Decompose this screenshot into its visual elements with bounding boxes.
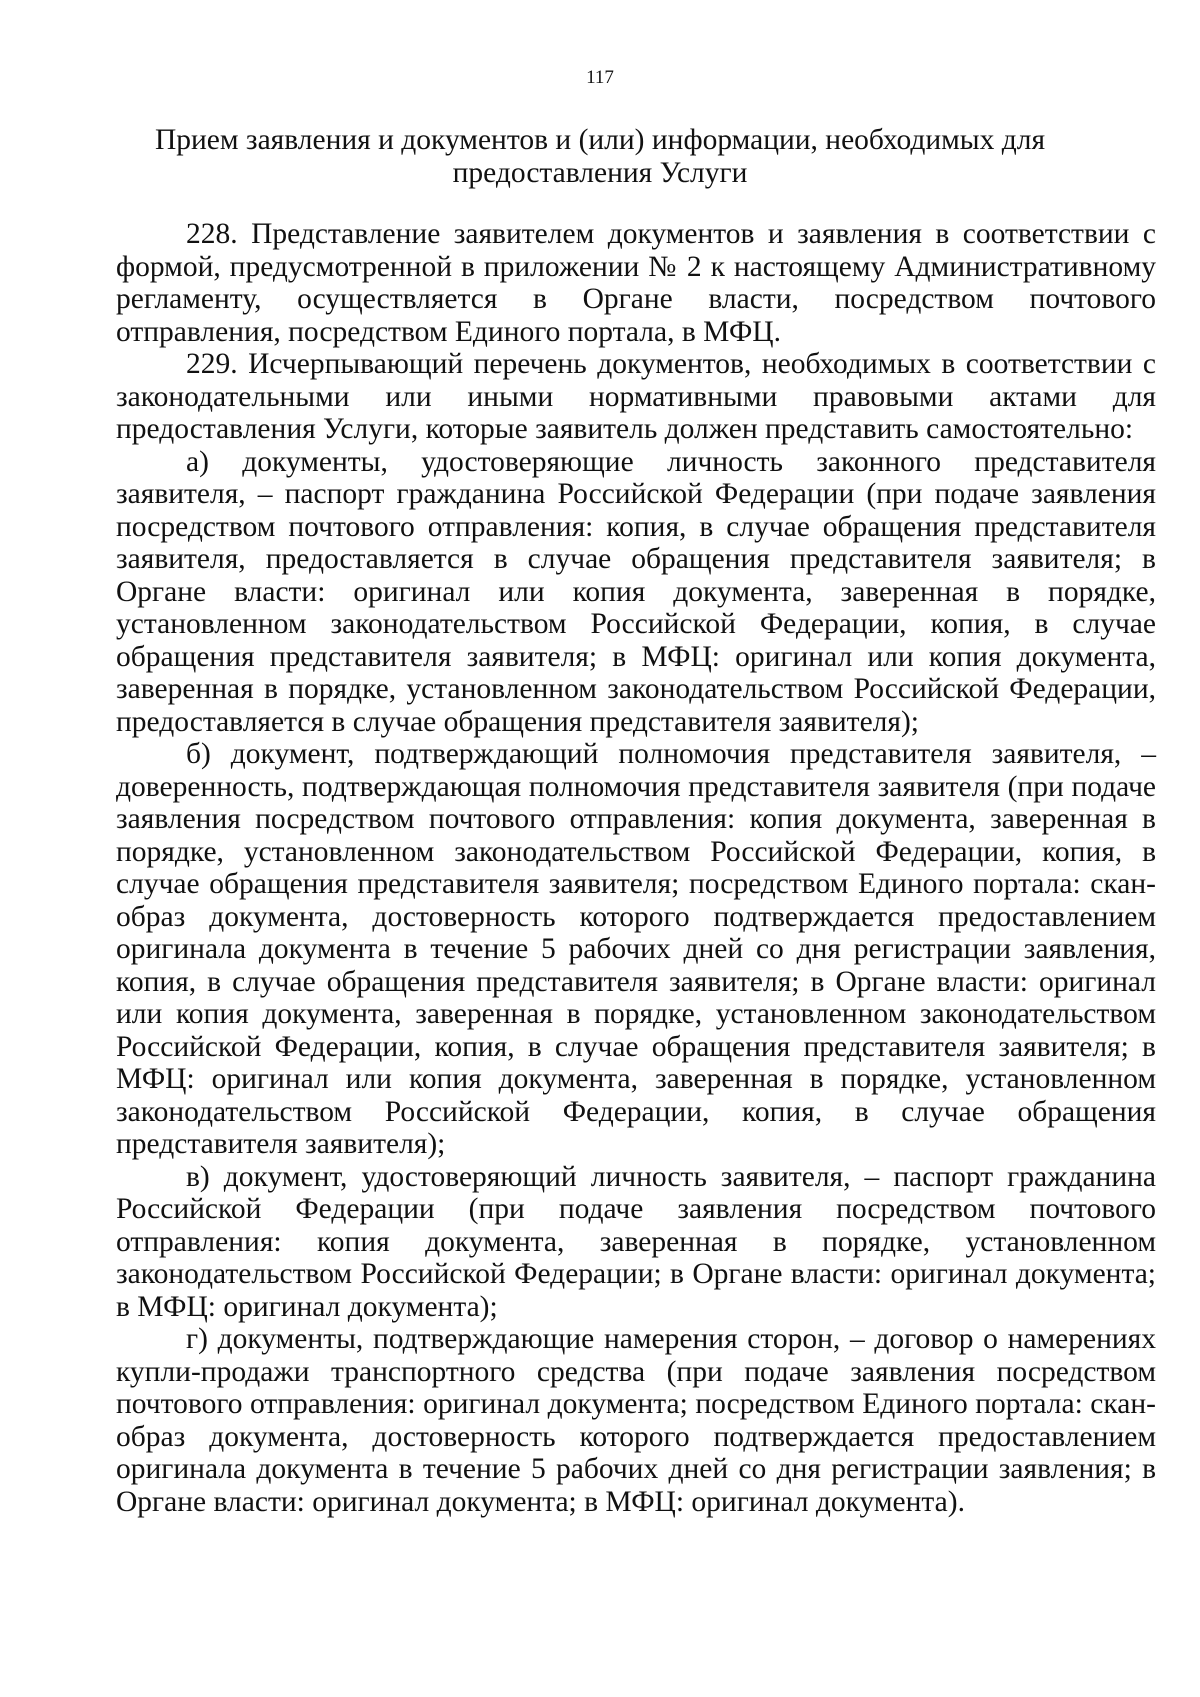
page-number: 117: [586, 67, 614, 88]
list-item-v: в) документ, удостоверяющий личность заявителя, – паспорт гражданина Российской Федерации (при подаче заявления посредством почтового отправления: копия документа, заверенная в порядке, установленном законодательством Российской Федерации; в Органе власти: оригинал документа; в МФЦ: оригинал документа);: [116, 1160, 1156, 1323]
list-item-b: б) документ, подтверждающий полномочия представителя заявителя, – доверенность, подтверждающая полномочия представителя заявителя (при подаче заявления посредством почтового отправления: копия документа, заверенная в порядке, установленном законодательством Российской Федерации, копия, в случае обращения представителя заявителя; посредством Единого портала: скан-образ документа, достоверность которого подтверждается предоставлением оригинала документа в течение 5 рабочих дней со дня регистрации заявления, копия, в случае обращения представителя заявителя; в Органе власти: оригинал или копия документа, заверенная в порядке, установленном законодательством Российской Федерации, копия, в случае обращения представителя заявителя; в МФЦ: оригинал или копия документа, заверенная в порядке, установленном законодательством Российской Федерации, копия, в случае обращения представителя заявителя);: [116, 738, 1156, 1160]
paragraph-228: 228. Представление заявителем документов и заявления в соответствии с формой, предусмотренной в приложении № 2 к настоящему Административному регламенту, осуществляется в Органе власти, посредством почтового отправления, посредством Единого портала, в МФЦ.: [116, 218, 1156, 348]
section-title: Прием заявления и документов и (или) информации, необходимых для предоставления Услуги: [154, 124, 1046, 189]
paragraph-229: 229. Исчерпывающий перечень документов, необходимых в соответствии с законодательными или иными нормативными правовыми актами для предоставления Услуги, которые заявитель должен представить самостоятельно:: [116, 348, 1156, 445]
document-body: [116, 218, 1156, 1518]
list-item-a: а) документы, удостоверяющие личность законного представителя заявителя, – паспорт гражданина Российской Федерации (при подаче заявления посредством почтового отправления: копия, в случае обращения представителя заявителя, предоставляется в случае обращения представителя заявителя; в Органе власти: оригинал или копия документа, заверенная в порядке, установленном законодательством Российской Федерации, копия, в случае обращения представителя заявителя; в МФЦ: оригинал или копия документа, заверенная в порядке, установленном законодательством Российской Федерации, предоставляется в случае обращения представителя заявителя);: [116, 445, 1156, 738]
list-item-g: г) документы, подтверждающие намерения сторон, – договор о намерениях купли-продажи транспортного средства (при подаче заявления посредством почтового отправления: оригинал документа; посредством Единого портала: скан-образ документа, достоверность которого подтверждается предоставлением оригинала документа в течение 5 рабочих дней со дня регистрации заявления; в Органе власти: оригинал документа; в МФЦ: оригинал документа).: [116, 1323, 1156, 1518]
